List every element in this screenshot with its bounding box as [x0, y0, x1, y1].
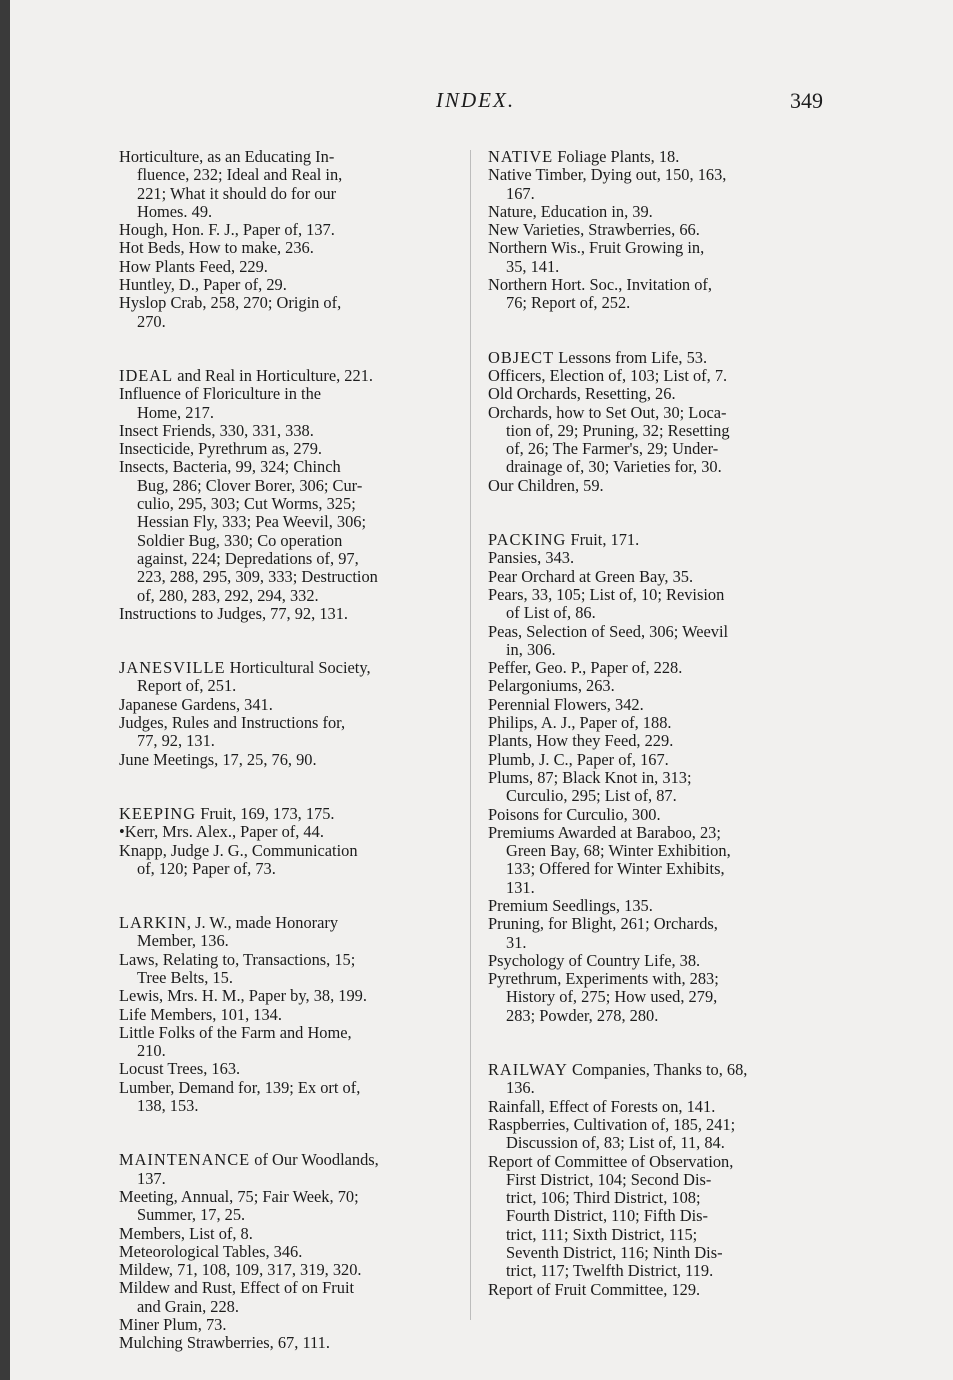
- entry-continuation: Report of, 251.: [137, 676, 237, 696]
- entry-continuation: Member, 136.: [137, 931, 229, 951]
- entry-continuation: 76; Report of, 252.: [506, 293, 631, 313]
- index-entry: [119, 239, 461, 257]
- entry-continuation: 223, 288, 295, 309, 333; Destruction: [137, 567, 378, 587]
- index-entry: [119, 1316, 461, 1334]
- entry-text: of Our Woodlands,: [250, 1150, 379, 1170]
- section-lead-word: NATIVE: [488, 147, 554, 166]
- index-entry: [488, 696, 830, 714]
- index-entry: [119, 258, 461, 276]
- entry-text: Perennial Flowers, 342.: [488, 694, 644, 714]
- entry-continuation: History of, 275; How used, 279,: [506, 987, 718, 1007]
- entry-text: Lewis, Mrs. H. M., Paper by, 38, 199.: [119, 986, 367, 1006]
- entry-text: Peffer, Geo. P., Paper of, 228.: [488, 658, 683, 678]
- entry-text: Lessons from Life, 53.: [554, 347, 708, 367]
- entry-continuation: Soldier Bug, 330; Co operation: [137, 530, 343, 550]
- entry-text: Native Timber, Dying out, 150, 163,: [488, 165, 727, 185]
- entry-continuation: Seventh District, 116; Ninth Dis-: [506, 1243, 723, 1263]
- index-entry: [488, 404, 830, 477]
- index-entry: [119, 221, 461, 239]
- index-entry: [488, 166, 830, 203]
- entry-continuation: Discussion of, 83; List of, 11, 84.: [506, 1133, 725, 1153]
- entry-continuation: 131.: [506, 877, 535, 897]
- index-entry: [488, 1061, 830, 1098]
- entry-text: Little Folks of the Farm and Home,: [119, 1022, 352, 1042]
- entry-continuation: of List of, 86.: [506, 603, 596, 623]
- index-entry: [119, 422, 461, 440]
- section-gap: [119, 1115, 461, 1151]
- entry-continuation: 31.: [506, 932, 527, 952]
- entry-text: Plumb, J. C., Paper of, 167.: [488, 749, 669, 769]
- entry-continuation: in, 306.: [506, 639, 556, 659]
- index-entry: [488, 367, 830, 385]
- entry-text: Pansies, 343.: [488, 548, 575, 568]
- index-entry: [119, 696, 461, 714]
- index-entry: [488, 970, 830, 1025]
- index-entry: [119, 805, 461, 823]
- entry-continuation: against, 224; Depredations of, 97,: [137, 548, 359, 568]
- entry-text: Insecticide, Pyrethrum as, 279.: [119, 439, 323, 459]
- index-entry: [119, 951, 461, 988]
- index-entry: [488, 531, 830, 549]
- index-entry: [488, 714, 830, 732]
- section-lead-word: MAINTENANCE: [119, 1150, 251, 1170]
- index-entry: [488, 568, 830, 586]
- entry-text: Poisons for Curculio, 300.: [488, 804, 661, 824]
- entry-text: Hot Beds, How to make, 236.: [119, 238, 314, 258]
- index-entry: [119, 987, 461, 1005]
- entry-continuation: 138, 153.: [137, 1096, 199, 1116]
- entry-text: Premium Seedlings, 135.: [488, 895, 653, 915]
- index-entry: [119, 1079, 461, 1116]
- entry-text: Northern Hort. Soc., Invitation of,: [488, 275, 712, 295]
- entry-continuation: 167.: [506, 183, 535, 203]
- entry-text: Our Children, 59.: [488, 475, 604, 495]
- section-gap: [119, 331, 461, 367]
- entry-text: Northern Wis., Fruit Growing in,: [488, 238, 705, 258]
- entry-continuation: 221; What it should do for our: [137, 183, 337, 203]
- entry-text: Peas, Selection of Seed, 306; Weevil: [488, 621, 729, 641]
- index-column-right: [488, 148, 830, 1299]
- entry-continuation: 136.: [506, 1078, 535, 1098]
- entry-text: Members, List of, 8.: [119, 1223, 253, 1243]
- section-lead-word: IDEAL: [119, 365, 174, 385]
- index-entry: [119, 1279, 461, 1316]
- entry-text: Plums, 87; Black Knot in, 313;: [488, 767, 692, 787]
- index-entry: [488, 586, 830, 623]
- entry-text: Companies, Thanks to, 68,: [567, 1060, 748, 1080]
- index-entry: [488, 897, 830, 915]
- page-header: [0, 88, 953, 120]
- entry-text: Fruit, 169, 173, 175.: [196, 803, 335, 823]
- entry-continuation: Summer, 17, 25.: [137, 1205, 246, 1225]
- entry-text: and Real in Horticulture, 221.: [173, 365, 373, 385]
- entry-continuation: trict, 111; Sixth District, 115;: [506, 1224, 698, 1244]
- entry-text: Japanese Gardens, 341.: [119, 694, 273, 714]
- entry-continuation: 133; Offered for Winter Exhibits,: [506, 859, 725, 879]
- index-entry: [488, 659, 830, 677]
- index-entry: [119, 914, 461, 951]
- index-entry: [119, 385, 461, 422]
- entry-text: Philips, A. J., Paper of, 188.: [488, 713, 672, 733]
- index-entry: [119, 1060, 461, 1078]
- entry-text: Pyrethrum, Experiments with, 283;: [488, 969, 719, 989]
- entry-text: Raspberries, Cultivation of, 185, 241;: [488, 1114, 736, 1134]
- entry-continuation: trict, 106; Third District, 108;: [506, 1188, 701, 1208]
- index-entry: [119, 605, 461, 623]
- index-entry: [119, 842, 461, 879]
- entry-text: Mildew, 71, 108, 109, 317, 319, 320.: [119, 1260, 362, 1280]
- entry-text: Meteorological Tables, 346.: [119, 1241, 303, 1261]
- entry-continuation: of, 26; The Farmer's, 29; Under-: [506, 439, 719, 459]
- entry-text: Horticulture, as an Educating In-: [119, 147, 335, 166]
- entry-text: Nature, Education in, 39.: [488, 201, 653, 221]
- entry-continuation: 270.: [137, 311, 166, 331]
- index-entry: [488, 477, 830, 495]
- section-lead-word: KEEPING: [119, 803, 197, 823]
- entry-text: Knapp, Judge J. G., Communication: [119, 840, 358, 860]
- entry-text: Life Members, 101, 134.: [119, 1004, 282, 1024]
- index-entry: [488, 806, 830, 824]
- entry-continuation: trict, 117; Twelfth District, 119.: [506, 1261, 714, 1281]
- entry-text: Meeting, Annual, 75; Fair Week, 70;: [119, 1186, 359, 1206]
- index-entry: [488, 824, 830, 897]
- index-entry: [488, 549, 830, 567]
- section-lead-word: OBJECT: [488, 347, 555, 367]
- entry-text: Laws, Relating to, Transactions, 15;: [119, 949, 356, 969]
- entry-continuation: Green Bay, 68; Winter Exhibition,: [506, 841, 731, 861]
- section-gap: [488, 313, 830, 349]
- entry-text: , J. W., made Honorary: [186, 913, 339, 933]
- entry-continuation: of, 120; Paper of, 73.: [137, 858, 276, 878]
- entry-text: Pears, 33, 105; List of, 10; Revision: [488, 584, 725, 604]
- index-entry: [119, 1151, 461, 1188]
- entry-text: •Kerr, Mrs. Alex., Paper of, 44.: [119, 822, 324, 842]
- index-entry: [119, 440, 461, 458]
- entry-text: Rainfall, Effect of Forests on, 141.: [488, 1096, 716, 1116]
- entry-continuation: First District, 104; Second Dis-: [506, 1169, 712, 1189]
- index-entry: [119, 751, 461, 769]
- index-entry: [488, 1281, 830, 1299]
- entry-text: Hyslop Crab, 258, 270; Origin of,: [119, 293, 342, 313]
- index-entry: [119, 823, 461, 841]
- entry-text: Report of Committee of Observation,: [488, 1151, 734, 1171]
- index-entry: [119, 148, 461, 221]
- index-entry: [488, 349, 830, 367]
- index-entry: [488, 751, 830, 769]
- entry-text: Judges, Rules and Instructions for,: [119, 713, 346, 733]
- index-entry: [119, 714, 461, 751]
- entry-text: Fruit, 171.: [566, 530, 640, 550]
- index-entry: [488, 1098, 830, 1116]
- index-entry: [119, 1024, 461, 1061]
- index-entry: [488, 677, 830, 695]
- entry-continuation: Fourth District, 110; Fifth Dis-: [506, 1206, 709, 1226]
- entry-continuation: 210.: [137, 1041, 166, 1061]
- index-entry: [119, 1261, 461, 1279]
- entry-continuation: 283; Powder, 278, 280.: [506, 1005, 659, 1025]
- entry-text: Old Orchards, Resetting, 26.: [488, 384, 676, 404]
- index-entry: [488, 1153, 830, 1281]
- entry-text: Pear Orchard at Green Bay, 35.: [488, 566, 694, 586]
- entry-text: Horticultural Society,: [225, 658, 371, 678]
- entry-continuation: drainage of, 30; Varieties for, 30.: [506, 457, 722, 477]
- section-lead-word: JANESVILLE: [119, 658, 226, 678]
- entry-text: Premiums Awarded at Baraboo, 23;: [488, 822, 721, 842]
- section-gap: [119, 623, 461, 659]
- entry-text: Insect Friends, 330, 331, 338.: [119, 420, 314, 440]
- index-entry: [119, 458, 461, 604]
- entry-continuation: Homes. 49.: [137, 201, 213, 221]
- entry-continuation: 137.: [137, 1168, 166, 1188]
- section-gap: [488, 495, 830, 531]
- index-entry: [119, 1188, 461, 1225]
- index-entry: [488, 952, 830, 970]
- entry-text: Plants, How they Feed, 229.: [488, 731, 674, 751]
- entry-continuation: tion of, 29; Pruning, 32; Resetting: [506, 420, 730, 440]
- entry-text: Mildew and Rust, Effect of on Fruit: [119, 1278, 355, 1298]
- index-entry: [119, 1006, 461, 1024]
- index-entry: [488, 221, 830, 239]
- entry-text: Psychology of Country Life, 38.: [488, 950, 701, 970]
- entry-continuation: and Grain, 228.: [137, 1296, 239, 1316]
- index-entry: [488, 239, 830, 276]
- entry-text: How Plants Feed, 229.: [119, 256, 268, 276]
- entry-text: Report of Fruit Committee, 129.: [488, 1279, 701, 1299]
- entry-text: Pelargoniums, 263.: [488, 676, 615, 696]
- entry-continuation: fluence, 232; Ideal and Real in,: [137, 165, 343, 185]
- index-entry: [488, 915, 830, 952]
- entry-continuation: 77, 92, 131.: [137, 731, 215, 751]
- entry-continuation: 35, 141.: [506, 256, 560, 276]
- entry-text: Officers, Election of, 103; List of, 7.: [488, 365, 728, 385]
- section-lead-word: RAILWAY: [488, 1060, 568, 1080]
- entry-continuation: Curculio, 295; List of, 87.: [506, 786, 677, 806]
- index-entry: [119, 659, 461, 696]
- entry-text: Huntley, D., Paper of, 29.: [119, 275, 287, 295]
- section-lead-word: PACKING: [488, 530, 567, 550]
- entry-text: Orchards, how to Set Out, 30; Loca-: [488, 402, 727, 422]
- index-entry: [119, 1334, 461, 1352]
- index-entry: [119, 276, 461, 294]
- entry-continuation: Tree Belts, 15.: [137, 967, 233, 987]
- index-entry: [119, 294, 461, 331]
- entry-continuation: of, 280, 283, 292, 294, 332.: [137, 585, 319, 605]
- index-entry: [488, 732, 830, 750]
- entry-text: Hough, Hon. F. J., Paper of, 137.: [119, 220, 335, 240]
- entry-continuation: Hessian Fly, 333; Pea Weevil, 306;: [137, 512, 367, 532]
- section-gap: [119, 878, 461, 914]
- entry-text: Miner Plum, 73.: [119, 1315, 227, 1335]
- entry-text: Locust Trees, 163.: [119, 1059, 241, 1079]
- index-entry: [119, 367, 461, 385]
- entry-text: Foliage Plants, 18.: [553, 147, 680, 166]
- index-column-left: [119, 148, 461, 1353]
- index-entry: [488, 203, 830, 221]
- entry-text: Influence of Floriculture in the: [119, 384, 322, 404]
- entry-text: New Varieties, Strawberries, 66.: [488, 220, 700, 240]
- entry-text: Instructions to Judges, 77, 92, 131.: [119, 603, 349, 623]
- index-entry: [488, 276, 830, 313]
- entry-text: June Meetings, 17, 25, 76, 90.: [119, 749, 317, 769]
- entry-continuation: Bug, 286; Clover Borer, 306; Cur-: [137, 475, 363, 495]
- column-divider: [470, 150, 471, 1320]
- index-entry: [488, 1116, 830, 1153]
- section-gap: [119, 769, 461, 805]
- index-entry: [488, 148, 830, 166]
- entry-continuation: Home, 217.: [137, 402, 214, 422]
- page-binding-edge: [0, 0, 10, 1380]
- index-entry: [488, 769, 830, 806]
- entry-continuation: culio, 295, 303; Cut Worms, 325;: [137, 494, 356, 514]
- page-number: 349: [790, 88, 823, 113]
- index-entry: [488, 623, 830, 660]
- entry-text: Mulching Strawberries, 67, 111.: [119, 1333, 330, 1353]
- section-gap: [488, 1025, 830, 1061]
- running-title: INDEX.: [436, 88, 516, 112]
- entry-text: Lumber, Demand for, 139; Ex ort of,: [119, 1077, 361, 1097]
- index-entry: [119, 1243, 461, 1261]
- index-entry: [488, 385, 830, 403]
- entry-text: Insects, Bacteria, 99, 324; Chinch: [119, 457, 341, 477]
- entry-text: Pruning, for Blight, 261; Orchards,: [488, 914, 718, 934]
- section-lead-word: LARKIN: [119, 913, 187, 933]
- index-entry: [119, 1225, 461, 1243]
